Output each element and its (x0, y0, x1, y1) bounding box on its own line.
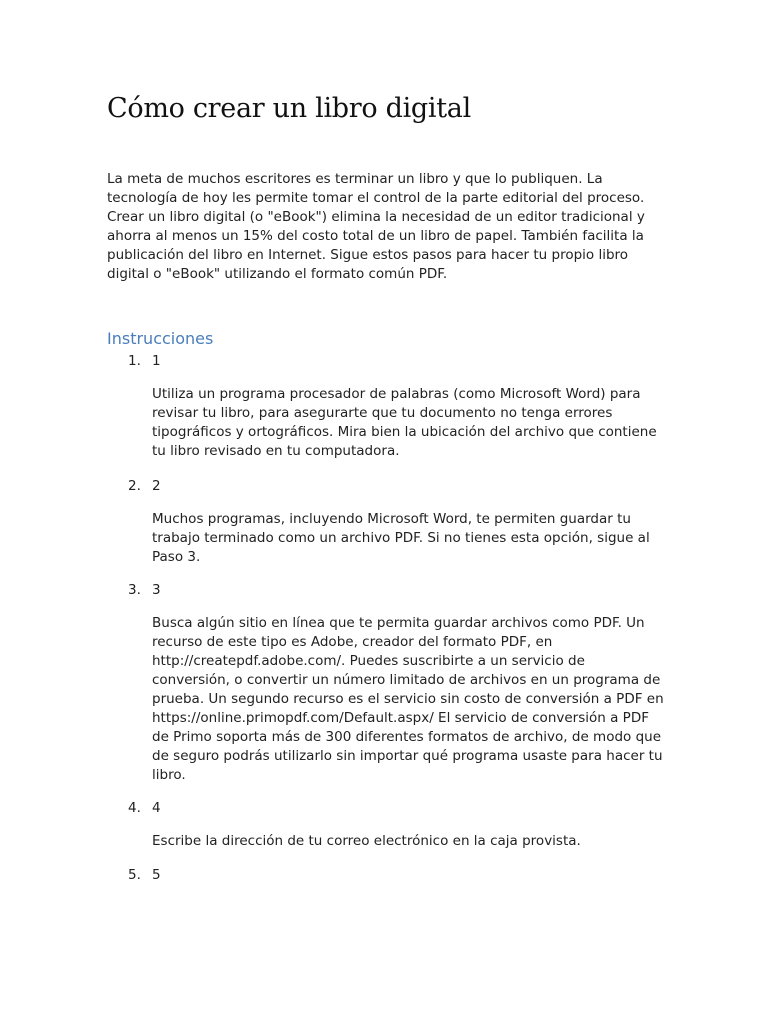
step-marker: 4. (128, 800, 141, 816)
step-text: Busca algún sitio en línea que te permita guardar archivos como PDF. Un recurso de este tipo es Adobe, creador del formato PDF, en http://createpdf.adobe.com/. Puedes suscribirte a un servicio de conversión, o convertir un número limitado de archivos en un programa de prueba. Un segundo recurso es el servicio sin costo de conversión a PDF en https://online.primopdf.com/Default.aspx/ El servicio de conversión a PDF de Primo soporta más de 300 diferentes formatos de archivo, de modo que de seguro podrás utilizarlo sin importar qué programa usaste para hacer tu libro. (152, 615, 664, 783)
step-text: Escribe la dirección de tu correo electrónico en la caja provista. (152, 833, 581, 849)
step-marker: 5. (128, 867, 141, 883)
page-title: Cómo crear un libro digital (107, 93, 471, 124)
step-text: Utiliza un programa procesador de palabras (como Microsoft Word) para revisar tu libro, para asegurarte que tu documento no tenga errores tipográficos y ortográficos. Mira bien la ubicación del archivo que contiene tu libro revisado en tu computadora. (152, 386, 657, 459)
step-number: 5 (152, 867, 161, 883)
step-number: 2 (152, 478, 161, 494)
step-number: 1 (152, 353, 161, 369)
step-marker: 3. (128, 582, 141, 598)
step-number: 3 (152, 582, 161, 598)
step-text: Muchos programas, incluyendo Microsoft Word, te permiten guardar tu trabajo terminado como un archivo PDF. Si no tienes esta opción, sigue al Paso 3. (152, 511, 650, 565)
intro-paragraph: La meta de muchos escritores es terminar un libro y que lo publiquen. La tecnología de hoy les permite tomar el control de la parte editorial del proceso. Crear un libro digital (o "eBook") elimina la necesidad de un editor tradicional y ahorra al menos un 15% del costo total de un libro de papel. También facilita la publicación del libro en Internet. Sigue estos pasos para hacer tu propio libro digital o "eBook" utilizando el formato común PDF. (107, 171, 645, 282)
step-marker: 2. (128, 478, 141, 494)
step-marker: 1. (128, 353, 141, 369)
section-heading-instrucciones: Instrucciones (107, 329, 214, 348)
step-number: 4 (152, 800, 161, 816)
